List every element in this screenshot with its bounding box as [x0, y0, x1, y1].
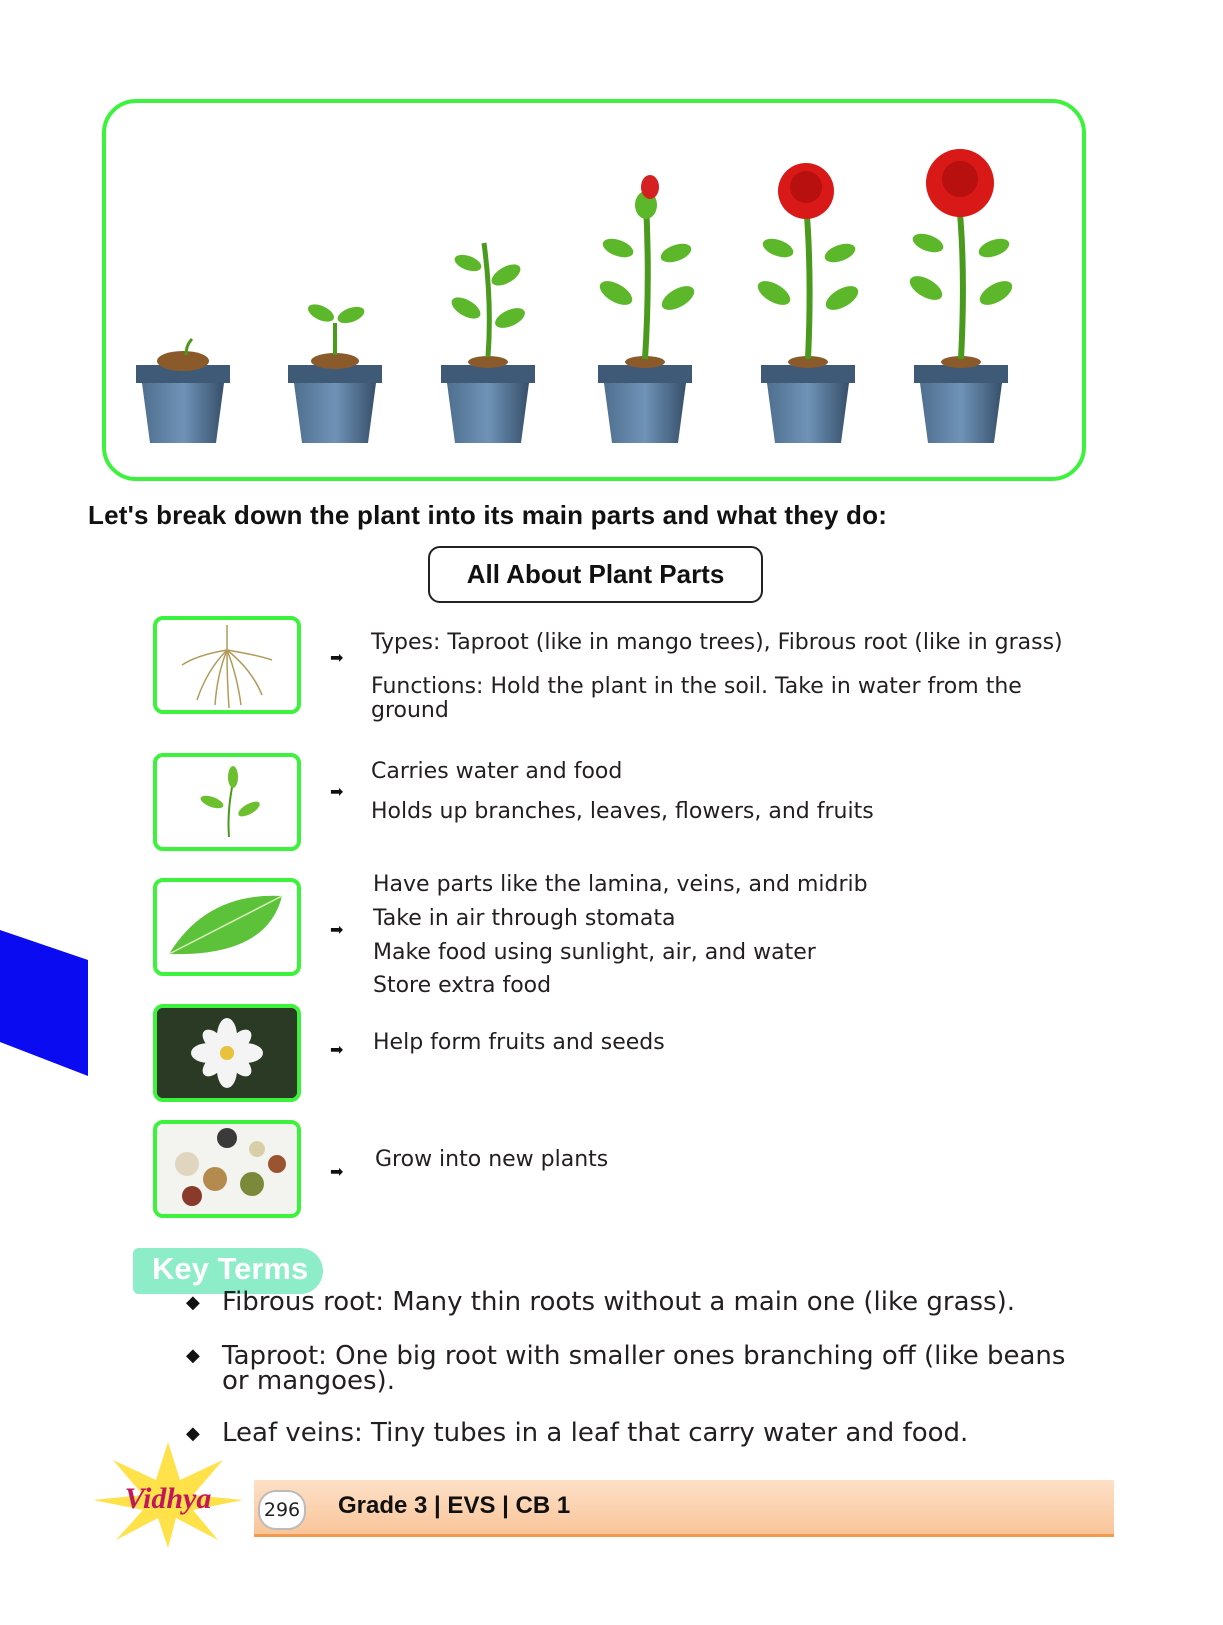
part-line: Types: Taproot (like in mango trees), Fibrous root (like in grass)	[371, 630, 1063, 655]
arrow-icon: ➡	[330, 1162, 344, 1181]
vidhya-logo	[88, 1440, 248, 1550]
pot-icons	[136, 365, 1008, 443]
part-line: Have parts like the lamina, veins, and midrib	[373, 872, 868, 897]
flower-image	[153, 1004, 301, 1102]
page-number: 296	[258, 1490, 306, 1530]
part-line: Holds up branches, leaves, flowers, and fruits	[371, 799, 874, 824]
leaf-image	[153, 878, 301, 976]
arrow-icon: ➡	[330, 648, 344, 667]
key-terms-label: Key Terms	[152, 1251, 309, 1286]
diamond-bullet-icon: ◆	[186, 1292, 200, 1313]
growth-stages-drawing	[106, 103, 1082, 477]
part-line: Functions: Hold the plant in the soil. Take in water from the	[371, 674, 1022, 699]
diamond-bullet-icon: ◆	[186, 1345, 200, 1366]
part-line: Take in air through stomata	[373, 906, 676, 931]
part-line: Help form fruits and seeds	[373, 1030, 665, 1055]
stem-image	[153, 753, 301, 851]
key-term: Fibrous root: Many thin roots without a main one (like grass).	[222, 1287, 1016, 1317]
footer-text: Grade 3 | EVS | CB 1	[338, 1492, 571, 1519]
section-title: All About Plant Parts	[428, 546, 763, 603]
arrow-icon: ➡	[330, 920, 344, 939]
arrow-icon: ➡	[330, 782, 344, 801]
key-term: Taproot: One big root with smaller ones branching off (like beans	[222, 1341, 1066, 1371]
part-line: Store extra food	[373, 973, 552, 998]
seeds-image	[153, 1120, 301, 1218]
arrow-icon: ➡	[330, 1040, 344, 1059]
part-line: Make food using sunlight, air, and water	[373, 940, 816, 965]
key-term: Leaf veins: Tiny tubes in a leaf that carry water and food.	[222, 1418, 969, 1448]
key-term-continued: or mangoes).	[222, 1366, 395, 1396]
part-line: Grow into new plants	[375, 1147, 609, 1172]
svg-text:Vidhya: Vidhya	[124, 1482, 212, 1515]
part-line: Carries water and food	[371, 759, 623, 784]
part-line: ground	[371, 698, 449, 723]
intro-text: Let's break down the plant into its main parts and what they do:	[88, 500, 888, 530]
side-tab-decoration	[0, 930, 88, 1076]
diamond-bullet-icon: ◆	[186, 1423, 200, 1444]
plant-growth-illustration	[102, 99, 1086, 481]
roots-image	[153, 616, 301, 714]
